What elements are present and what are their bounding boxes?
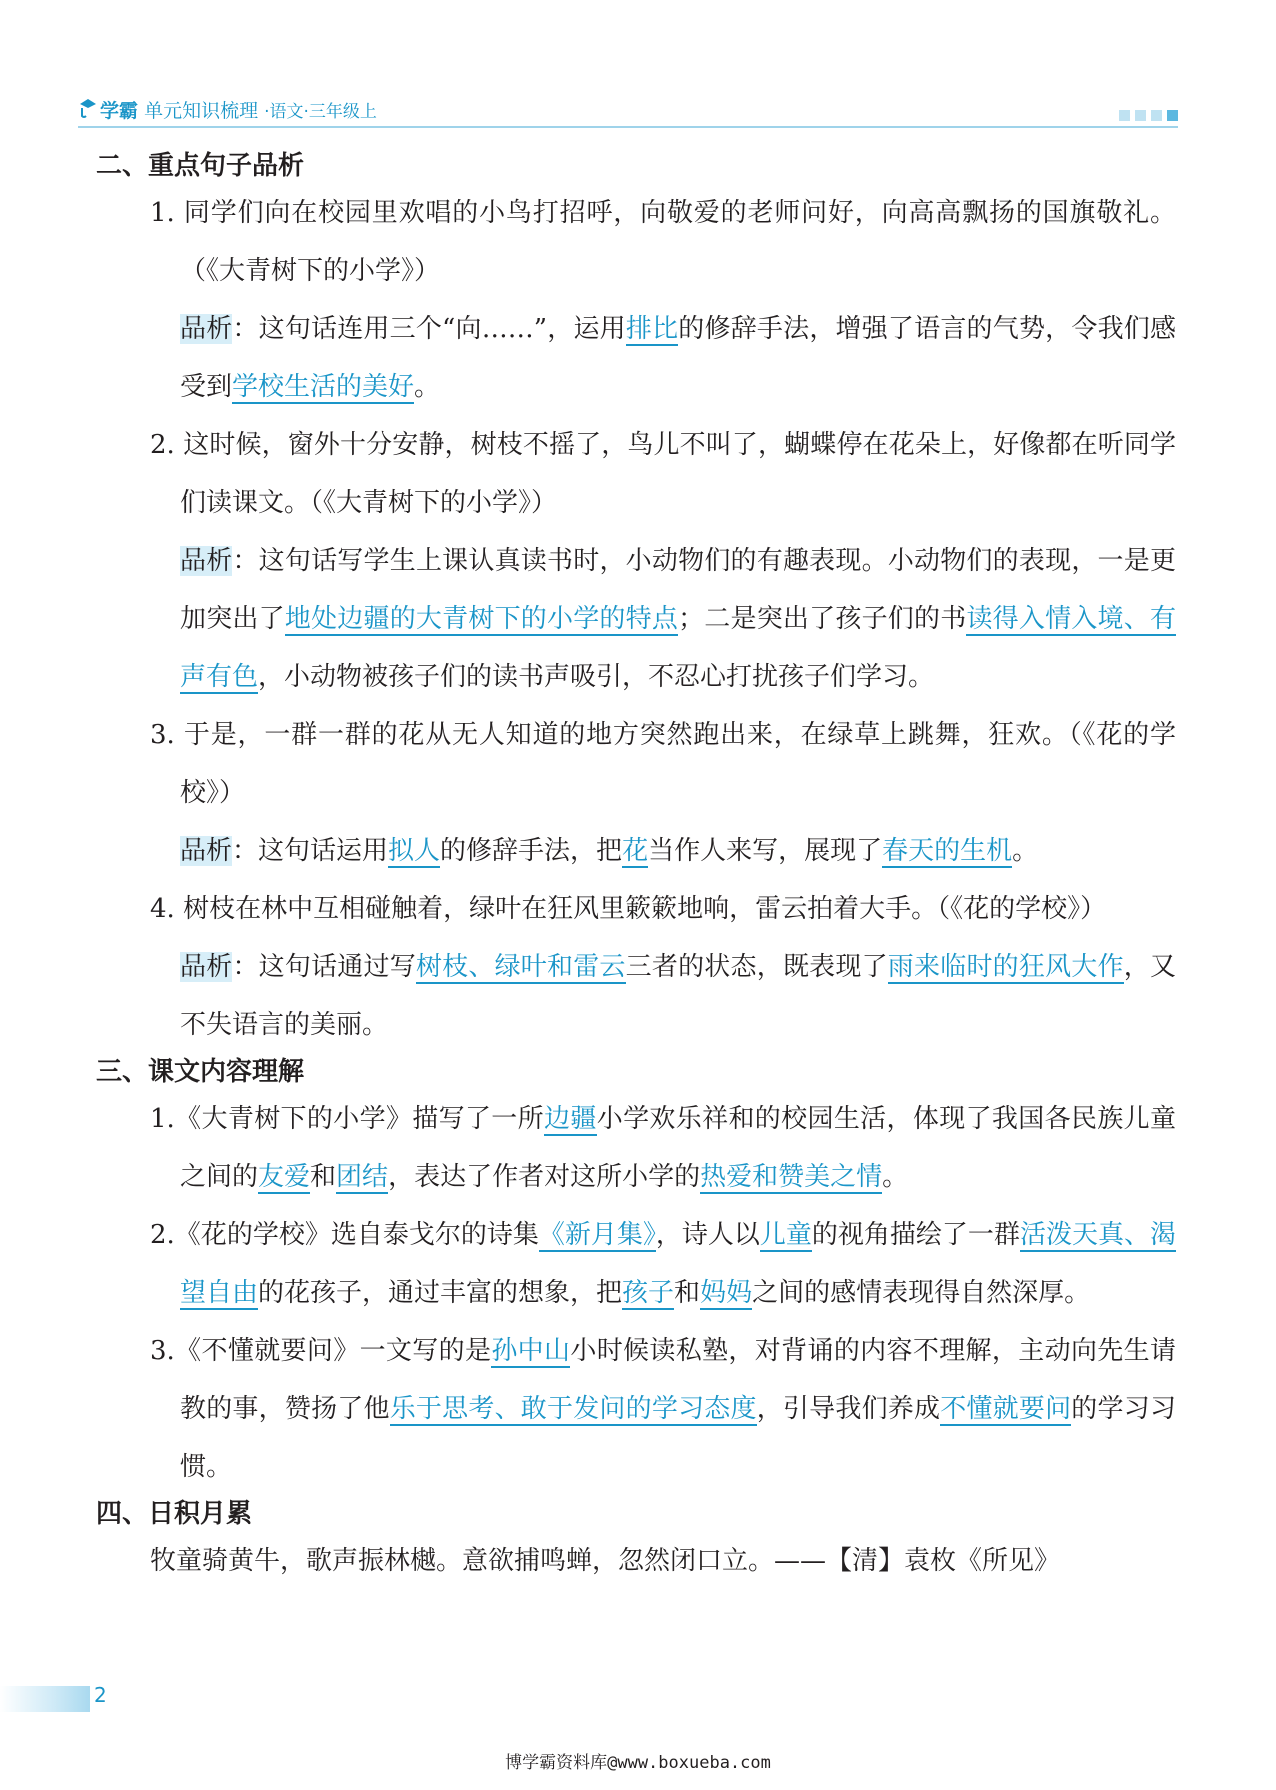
sentence-item [150,184,1176,416]
page-number: 2 [94,1683,107,1707]
sentence-text: 3. 于是，一群一群的花从无人知道的地方突然跑出来，在绿草上跳舞，狂欢。（《花的学校》） [150,720,1176,808]
footer-watermark: 博学霸资料库@www.boxueba.com [505,1753,771,1773]
understanding-item: 2.《花的学校》选自泰戈尔的诗集《新月集》，诗人以儿童的视角描绘了一群活泼天真、渴望自由的花孩子，通过丰富的想象，把孩子和妈妈之间的感情表现得自然深厚。 [150,1220,1176,1308]
answer: 孩子 [622,1278,675,1308]
header-rule [78,126,1178,128]
poem: 牧童骑黄牛，歌声振林樾。意欲捕鸣蝉，忽然闭口立。——【清】袁枚《所见》 [150,1546,1061,1576]
header-subtitle: ·语文·三年级上 [264,102,377,122]
header-decoration [1119,110,1178,121]
analysis: 品析：这句话写学生上课认真读书时，小动物们的有趣表现。小动物们的表现，一是更加突出了地处边疆的大青树下的小学的特点；二是突出了孩子们的书读得入情入境、有声有色，小动物被孩子们的读书声吸引，不忍心打扰孩子们学习。 [180,546,1176,692]
analysis-label: 品析 [180,836,233,866]
answer: 孙中山 [491,1336,571,1366]
header-brand: 学霸 [100,100,139,122]
analysis: 品析：这句话通过写树枝、绿叶和雷云三者的状态，既表现了雨来临时的狂风大作，又不失语言的美丽。 [180,952,1176,1040]
answer: 地处边疆的大青树下的小学的特点 [284,604,679,634]
analysis: 品析：这句话运用拟人的修辞手法，把花当作人来写，展现了春天的生机。 [180,836,1039,866]
sentence-item [150,416,1176,706]
answer: 儿童 [759,1220,812,1250]
sentence-text: 1. 同学们向在校园里欢唱的小鸟打招呼，向敬爱的老师问好，向高高飘扬的国旗敬礼。（《大青树下的小学》） [150,198,1176,286]
answer: 乐于思考、敢于发问的学习态度 [389,1394,757,1424]
answer: 不懂就要问 [940,1394,1072,1424]
header-title [100,96,377,123]
header-book-title: 单元知识梳理 [144,100,259,122]
sentence-item [150,706,1176,880]
graduation-cap-icon [78,96,98,120]
analysis: 品析：这句话连用三个“向……”，运用排比的修辞手法，增强了语言的气势，令我们感受到学校生活的美好。 [180,314,1176,402]
sentence-text: 4. 树枝在林中互相碰触着，绿叶在狂风里簌簌地响，雷云拍着大手。（《花的学校》） [150,894,1107,924]
answer: 树枝、绿叶和雷云 [415,952,626,982]
answer: 春天的生机 [882,836,1013,866]
answer: 友爱 [258,1162,311,1192]
answer: 拟人 [388,836,441,866]
sentence-item [150,880,1176,1054]
answer: 边疆 [544,1104,597,1134]
answer: 读得入情入境、有声有色 [180,604,1176,692]
page-number-bar [0,1686,90,1712]
page-content [96,148,1176,1590]
answer: 《新月集》 [538,1220,656,1250]
understanding-item: 3.《不懂就要问》一文写的是孙中山小时候读私塾，对背诵的内容不理解，主动向先生请教的事，赞扬了他乐于思考、敢于发问的学习态度，引导我们养成不懂就要问的学习习惯。 [150,1336,1176,1482]
answer: 团结 [336,1162,389,1192]
analysis-label: 品析 [180,314,233,344]
analysis-label: 品析 [180,952,233,982]
section-title-accumulation: 四、日积月累 [96,1499,253,1529]
answer: 活泼天真、渴望自由 [180,1220,1176,1308]
analysis-label: 品析 [180,546,233,576]
answer: 妈妈 [700,1278,753,1308]
answer: 排比 [625,314,679,344]
sentence-text: 2. 这时候，窗外十分安静，树枝不摇了，鸟儿不叫了，蝴蝶停在花朵上，好像都在听同学们读课文。（《大青树下的小学》） [150,430,1176,518]
answer: 热爱和赞美之情 [700,1162,883,1192]
answer: 学校生活的美好 [232,372,415,402]
page-header [78,92,1178,132]
answer: 花 [622,836,649,866]
answer: 雨来临时的狂风大作 [887,952,1124,982]
understanding-item: 1.《大青树下的小学》描写了一所边疆小学欢乐祥和的校园生活，体现了我国各民族儿童之间的友爱和团结，表达了作者对这所小学的热爱和赞美之情。 [150,1104,1176,1192]
section-title-key-sentences: 二、重点句子品析 [96,151,305,181]
section-title-text-understanding: 三、课文内容理解 [96,1057,305,1087]
